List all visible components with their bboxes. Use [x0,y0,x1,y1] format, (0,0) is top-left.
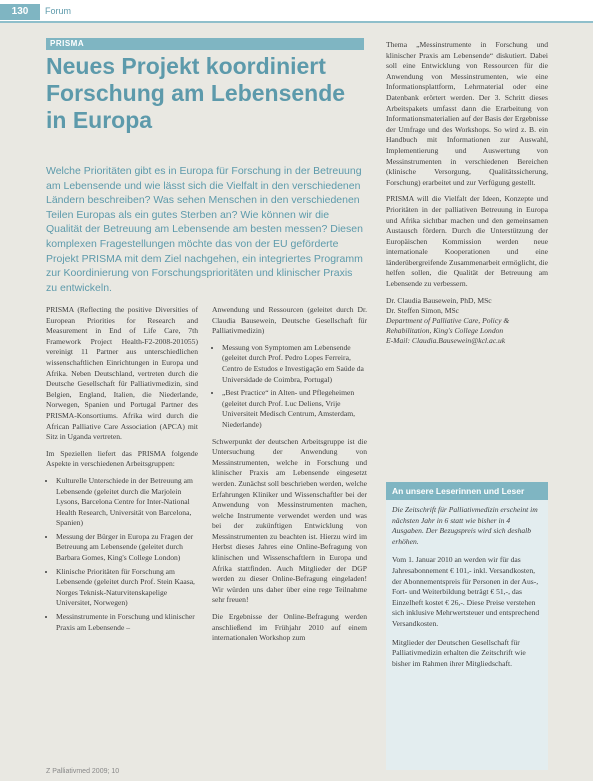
notice-title: An unsere Leserinnen und Leser [386,482,548,500]
author-name: Dr. Steffen Simon, MSc [386,305,460,315]
paragraph: Vom 1. Januar 2010 an werden wir für das Jahresabonnement € 101,- inkl. Versandkosten, der Abonnementspreis für Personen in der Aus-, Fort- und Weiterbildung beträgt € 51,-, das Einzelheft kostet € 26,-. Diese Preise verstehen sich inklusive Mehrwertsteuer und entsprechend Versandkosten. [392,555,540,628]
list-item: • „Best Practice“ in Alten- und Pflegeheimen (geleitet durch Prof. Luc Deliens, Vrije Universiteit Medisch Centrum, Amsterdam, Niederlande) [222,388,367,430]
column-1 [46,305,198,639]
top-bar [0,0,593,22]
article-title: Neues Projekt koordiniert Forschung am Lebensende in Europa [46,53,346,133]
article-tag: PRISMA [50,39,85,48]
author-name: Dr. Claudia Bausewein, PhD, MSc [386,295,492,305]
header-rule [0,21,593,23]
author-email: E-Mail: Claudia.Bausewein@kcl.ac.uk [386,336,506,346]
section-label: Forum [45,6,72,16]
notice-body [386,500,548,682]
article-lead: Welche Prioritäten gibt es in Europa für Forschung in der Betreuung am Lebensende und wie lässt sich die Vielfalt in den verschiedenen Ländern beschreiben? Was sehen Menschen in den verschiedenen Teilen Europas als ein gutes Sterben an? Wie können wir die Qualität der Betreuung am Lebensende am besten messen? Diesen komplexen Fragestellungen möchte das von der EU geförderte Projekt PRISMA mit dem Ziel nachgehen, ein integriertes Programm zur Koordinierung von Forschungsprioritäten und klinischer Praxis zu entwickeln. [46,165,363,294]
page-number: 130 [0,4,40,20]
notice-lead: Die Zeitschrift für Palliativmedizin erscheint im nächsten Jahr in 6 statt wie bisher in 4 Ausgaben. Der Bezugspreis wird sich deshalb erhöhen. [392,505,538,546]
list-item: • Messung von Symptomen am Lebensende (geleitet durch Prof. Pedro Lopes Ferreira, Centro de Estudos e Investigação em Saúde da Universidade de Coimbra, Portugal) [222,343,367,385]
bullet-list [46,476,198,633]
bullet-list [212,343,367,431]
column-3 [386,40,548,347]
list-item: • Klinische Prioritäten für Forschung am Lebensende (geleitet durch Prof. Stein Kaasa, Norges Teknisk-Naturvitenskapelige Universitet, Norwegen) [56,567,198,609]
paragraph: PRISMA will die Vielfalt der Ideen, Konzepte und Prioritäten in der palliativen Betreuung in Europa und Afrika sichtbar machen und den gemeinsamen Austausch fördern. Durch die Unterstützung der Europäischen Kommission werden neue internationale Kooperationen und eine länderübergreifende Zusammenarbeit ermöglicht, die helfen sollen, die Qualität der Betreuung am Lebensende zu verbessern. [386,194,548,289]
paragraph: Thema „Messinstrumente in Forschung und klinischer Praxis am Lebensende“ diskutiert. Dabei soll eine Entwicklung von Ressourcen für die Anwendung von Messinstrumenten, wie eine Informationsplattform, Lehrmaterial oder eine Datenbank erörtert werden. Der 3. Schritt dieses Arbeitspakets umfasst dann die Erarbeitung von Informationsmaterialien auf der Basis der Ergebnisse der Umfrage und des Workshops. So wird z. B. ein Handbuch mit Informationen zur Auswahl, Implementierung und Auswertung von Messinstrumenten in verschiedenen Bereichen (klinische Versorgung, Qualitätssicherung, Forschung) erarbeitet und zur Verfügung gestellt. [386,40,548,187]
list-item: • Messinstrumente in Forschung und klinischer Praxis am Lebensende – [56,612,198,633]
paragraph: Die Ergebnisse der Online-Befragung werden anschließend im Frühjahr 2010 auf einem internationalen Workshop zum [212,612,367,643]
author-affiliation: Department of Palliative Care, Policy & Rehabilitation, King's College London [386,316,510,336]
paragraph: PRISMA (Reflecting the positive Diversities of European Priorities for Research and Measurement in End of Life Care, 7th Framework Project Health-F2-2008-201055) vereinigt 11 Partner aus unterschiedlichen wissenschaftlichen Einrichtungen in Europa und Afrika. Neben Deutschland, vertreten durch die Deutsche Gesellschaft für Palliativmedizin, sind Belgien, England, Italien, die Niederlande, Norwegen, Spanien und Portugal Partner des PRISMA-Konsortiums. Afrika wird durch die African Palliative Care Association (APCA) mit Sitz in Uganda vertreten. [46,305,198,442]
tag-bar [46,38,364,50]
paragraph: Anwendung und Ressourcen (geleitet durch Dr. Claudia Bausewein, Deutsche Gesellschaft für Palliativmedizin) [212,305,367,336]
paragraph: Schwerpunkt der deutschen Arbeitsgruppe ist die Untersuchung der Anwendung von Messinstrumenten, welche in Forschung und klinischer Praxis am Lebensende eingesetzt werden. Zunächst soll beschrieben werden, welche Erfahrungen Kliniker und Wissenschaftler bei der Anwendung von Messinstrumenten machen, welche Instrumente verwendet werden und was bei der zukünftigen Entwicklung von Messinstrumenten zu beachten ist. Hierzu wird im Herbst dieses Jahres eine Online-Befragung von klinischen und Wissenschaftlern in Europa und Afrika stattfinden. Auch Mitglieder der DGP werden zu dieser Online-Befragung eingeladen! Wir würden uns daher über eine rege Teilnahme sehr freuen! [212,436,367,605]
paragraph: Mitglieder der Deutschen Gesellschaft für Palliativmedizin erhalten die Zeitschrift wie bisher im Rahmen ihrer Mitgliedschaft. [392,637,526,668]
list-item: • Messung der Bürger in Europa zu Fragen der Betreuung am Lebensende (geleitet durch Barbara Gomes, King's College London) [56,532,198,564]
column-2 [212,305,367,650]
author-block [386,296,548,347]
paragraph: Im Speziellen liefert das PRISMA folgende Aspekte in verschiedenen Arbeitsgruppen: [46,448,198,469]
reader-notice-box [386,482,548,770]
page-footer: Z Palliativmed 2009; 10 [46,768,120,775]
list-item: • Kulturelle Unterschiede in der Betreuung am Lebensende (geleitet durch die Marjolein Lysons, Barcelona Centre for Inter-National Health Research, Universität von Barcelona, Spanien) [56,476,198,529]
